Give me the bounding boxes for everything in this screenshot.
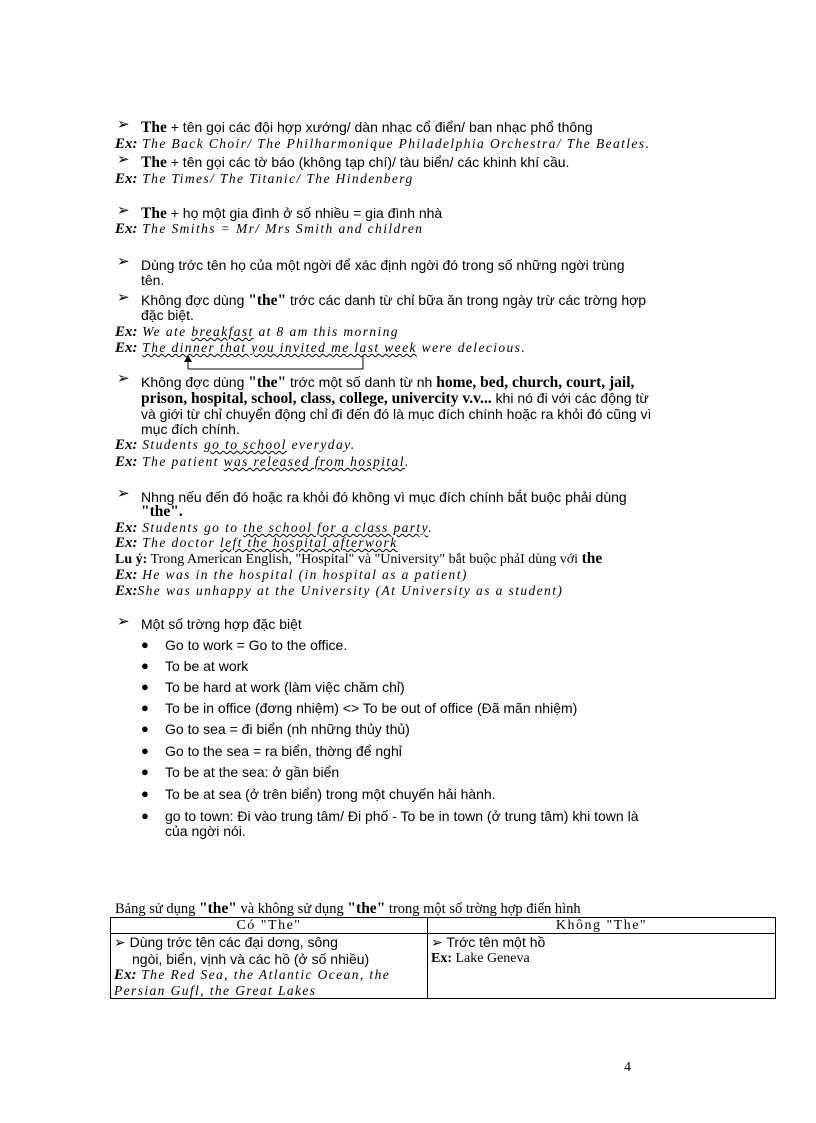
example-line: Ex: He was in the hospital (in hospital as a patient) xyxy=(115,567,468,583)
list-item: To be at the sea: ở gần biển xyxy=(165,764,340,780)
bullet-dot-icon: ● xyxy=(141,808,149,823)
table-caption: Bảng sử dụng "the" và không sử dụng "the" trong một số trờng hợp điển hình xyxy=(115,900,581,917)
table-header-with-the: Có "The" xyxy=(111,918,428,934)
example-line: Ex: The Back Choir/ The Philharmonique Philadelphia Orchestra/ The Beatles. xyxy=(115,136,651,152)
rule-the-choirs: The + tên gọi các đội hợp xướng/ dàn nhạc cổ điển/ ban nhạc phổ thông xyxy=(141,119,593,136)
table-cell xyxy=(111,934,428,999)
note-line: Lu ý: Trong American English, "Hospital" và "University" bắt buộc phảI dùng với the xyxy=(115,550,603,567)
arrow-bullet-icon: ➢ xyxy=(114,935,126,951)
table-cell xyxy=(428,934,776,999)
bullet-dot-icon: ● xyxy=(141,764,149,779)
rule-surname-line2: tên. xyxy=(141,272,165,288)
arrow-bullet-icon: ➢ xyxy=(117,612,130,630)
list-item: Go to the sea = ra biển, thờng để nghỉ xyxy=(165,743,402,759)
bullet-dot-icon: ● xyxy=(141,743,149,758)
arrow-bullet-icon: ➢ xyxy=(431,935,443,951)
list-item: To be at work xyxy=(165,658,249,674)
example-line: Ex: The doctor left the hospital afterwork xyxy=(115,535,398,551)
special-cases-heading: Một số trờng hợp đặc biệt xyxy=(141,616,302,632)
bullet-dot-icon: ● xyxy=(141,679,149,694)
example-line: Ex: The dinner that you invited me last week were delecious. xyxy=(115,340,527,356)
page-number: 4 xyxy=(624,1060,631,1075)
connector-arrow-icon xyxy=(180,355,380,373)
bullet-dot-icon: ● xyxy=(141,786,149,801)
arrow-bullet-icon: ➢ xyxy=(117,115,130,133)
arrow-bullet-icon: ➢ xyxy=(117,201,130,219)
example-line: Ex: We ate breakfast at 8 am this morning xyxy=(115,324,399,340)
cell-text: Trớc tên một hồ xyxy=(446,934,546,950)
rule-places-line2: prison, hospital, school, class, college, univercity v.v... khi nó đi với các động từ xyxy=(141,390,649,407)
example-line: Ex: Students go to the school for a class party. xyxy=(115,520,434,536)
rule-places-line4: mục đích chính. xyxy=(141,421,240,437)
example-line: Ex: The Times/ The Titanic/ The Hindenberg xyxy=(115,171,414,187)
list-item: Go to work = Go to the office. xyxy=(165,637,348,653)
rule-meals-line2: đặc biệt. xyxy=(141,307,194,323)
bullet-dot-icon: ● xyxy=(141,700,149,715)
rule-the-newspapers: The + tên gọi các tờ báo (không tạp chí)/ tàu biển/ các khinh khí cầu. xyxy=(141,154,570,171)
table-header-without-the: Không "The" xyxy=(428,918,776,934)
rule-surname-line1: Dùng trớc tên họ của một ngời để xác định ngời đó trong số những ngời trùng xyxy=(141,257,625,273)
arrow-bullet-icon: ➢ xyxy=(117,252,130,270)
rule-the-family: The + họ một gia đình ở số nhiều = gia đình nhà xyxy=(141,205,443,222)
cell-text: Dùng trớc tên các đại dơng, sông xyxy=(129,934,338,950)
bullet-dot-icon: ● xyxy=(141,721,149,736)
bullet-dot-icon: ● xyxy=(141,658,149,673)
arrow-bullet-icon: ➢ xyxy=(117,484,130,502)
list-item-continuation: của ngời nói. xyxy=(165,823,246,839)
example-line: Ex: The Red Sea, the Atlantic Ocean, the xyxy=(114,967,391,983)
rule-places-line3: và giới từ chỉ chuyển động chỉ đi đến đó là mục đích chính hoặc ra khỏi đó cũng vì xyxy=(141,406,652,422)
arrow-bullet-icon: ➢ xyxy=(117,150,130,168)
list-item: go to town: Đi vào trung tâm/ Đi phố - To be in town (ở trung tâm) khi town là xyxy=(165,808,639,824)
list-item: To be at sea (ở trên biển) trong một chuyến hải hành. xyxy=(165,786,496,802)
list-item: Go to sea = đi biển (nh những thủy thủ) xyxy=(165,721,410,737)
example-line: Ex:She was unhappy at the University (At University as a student) xyxy=(115,583,564,599)
list-item: To be in office (đơng nhiệm) <> To be out of office (Đã mãn nhiệm) xyxy=(165,700,578,716)
arrow-bullet-icon: ➢ xyxy=(117,288,130,306)
list-item: To be hard at work (làm việc chăm chỉ) xyxy=(165,679,405,695)
rule-not-main-purpose: Nhng nếu đến đó hoặc ra khỏi đó không vì mục đích chính bắt buộc phải dùng xyxy=(141,489,627,505)
cell-text: ngòi, biển, vịnh và các hồ (ở số nhiều) xyxy=(132,951,370,967)
example-line: Ex: Lake Geneva xyxy=(431,951,530,966)
usage-table xyxy=(110,917,776,999)
example-line: Ex: Students go to school everyday. xyxy=(115,437,356,453)
example-line: Persian Gufl, the Great Lakes xyxy=(114,983,317,998)
rule-not-main-purpose-the: "the". xyxy=(141,503,183,520)
bullet-dot-icon: ● xyxy=(141,637,149,652)
rule-meals-line1: Không đợc dùng "the" trớc các danh từ chỉ bữa ăn trong ngày trừ các trờng hợp xyxy=(141,292,647,309)
example-line: Ex: The Smiths = Mr/ Mrs Smith and children xyxy=(115,221,424,237)
arrow-bullet-icon: ➢ xyxy=(117,369,130,387)
example-line: Ex: The patient was released from hospital. xyxy=(115,454,410,470)
rule-places-line1: Không đợc dùng "the" trớc một số danh từ nh home, bed, church, court, jail, xyxy=(141,374,635,391)
